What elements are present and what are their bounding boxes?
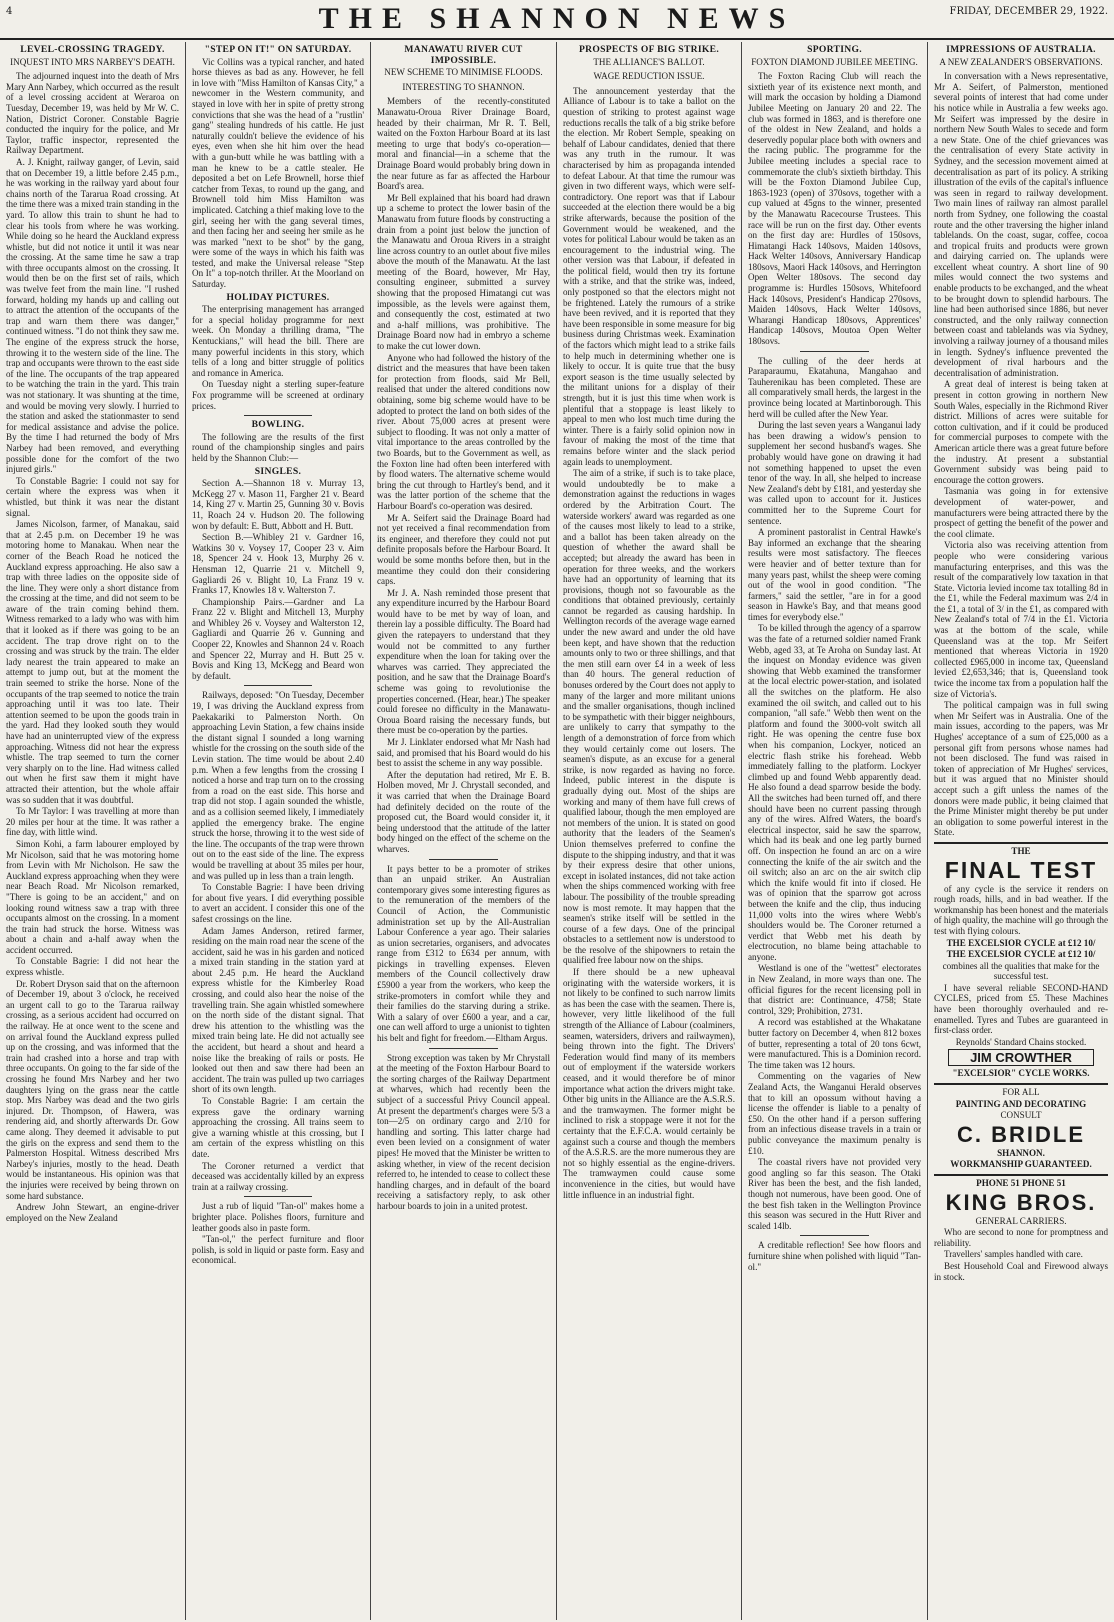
issue-date: FRIDAY, DECEMBER 29, 1922. — [949, 6, 1108, 17]
paragraph: Section B.—Whibley 21 v. Gardner 16, Watkins 30 v. Voysey 17, Cooper 23 v. Aim 18, Spencer 24 v. Hook 13, Murphy 26 v. Hensman 12, Quarrie 21 v. Mitchell 9, Gagliardi 26 v. Blight 10, La Franz 19 v. Franks 17, Knowles 18 v. Walterston 7. — [192, 532, 364, 596]
paragraph: The Coroner returned a verdict that deceased was accidentally killed by an express train at a railway crossing. — [192, 1160, 364, 1192]
paragraph: Mr J. Linklater endorsed what Mr Nash had said, and promised that his Board would do his best to assist the scheme in any way possible. — [377, 737, 550, 769]
article-heading: LEVEL-CROSSING TRAGEDY. — [20, 44, 165, 55]
article-subheading: THE ALLIANCE'S BALLOT. — [593, 56, 705, 67]
column-manawatu-river — [371, 42, 556, 1620]
divider — [800, 351, 869, 352]
divider — [429, 1048, 498, 1049]
paragraph: Anyone who had followed the history of the district and the measures that have been taken for protection from floods, said Mr Bell, realised that under the altered conditions now obtaining, some big scheme would have to be adopted to protect the land on both sides of the river. About 75,000 acres at present were subject to flooding. It was not only a matter of vital importance to the areas controlled by the two Boards, but to the Government as well, as the Foxton line had often been interfered with by flood waters. The alternative scheme would bring the cut through to Hartley's bend, and it was the latter portion of the scheme that the Harbour Board's co-operation was desired. — [377, 352, 550, 511]
paragraph: "Tan-ol," the perfect furniture and floor polish, is sold in liquid or paste form. Easy and economical. — [192, 1234, 364, 1266]
paragraph: The culling of the deer herds at Paraparaumu, Ekatahuna, Mangahao and Tauherenikau has been completed. These are all comparatively small herds, the largest in the province being located at Martinborough. This herd will be culled after the New Year. — [748, 355, 921, 419]
paragraph: To Constable Bagrie: I am certain the express gave the ordinary warning approaching the crossing. All trains seem to give a warning whistle at this crossing, but I am certain of the express whistling on this date. — [192, 1096, 364, 1159]
column-big-strike — [557, 42, 741, 1620]
paragraph: Mr Bell explained that his board had drawn up a scheme to protect the lower basin of the Manawatu from future floods by constructing a drain from a point just below the junction of the Manawatu and Oroua Rivers in a straight line across country to an outlet about five miles above the mouth of the Manawatu. At the last meeting of the Board, however, Mr Hay, consulting engineer, submitted a survey showing that the proposed Himatangi cut was impossible, as the levels were against them, and consequently the cost, estimated at two and a-half millions, was prohibitive. The Drainage Board now had in embryo a scheme to make the cut lower down. — [377, 192, 550, 352]
article-subheading: INQUEST INTO MRS NARBEY'S DEATH. — [10, 56, 175, 67]
paragraph: To Constable Bagrie: I could not say for certain where the express was when it whistled, but think it was near the distant signal. — [6, 475, 179, 518]
paragraph: If there should be a new upheaval originating with the waterside workers, it is not likely to be confined to such narrow limits as has been the case with the seamen. There is, however, very little likelihood of the full strength of the Alliance of Labour (coalminers, seamen, watersiders, drivers and railwaymen), being thrown into the fight. The Drivers' Federation would find many of its members out of employment if the waterside workers ceased, and it would therefore be of minor importance what action the drivers might take. Other big units in the Alliance are the A.S.R.S. and the tramwaymen. The former might be inclined to risk a stoppage were it not for the certainty that the E.F.C.A. would certainly be against such a course and though the members of the A.S.R.S. are the more numerous they are not so highly essential as the engine-drivers. The tramwaymen could cause some inconvenience in the cities, but would have little influence in an industrial fight. — [563, 967, 735, 1200]
page-number: 4 — [6, 6, 13, 17]
paragraph: The announcement yesterday that the Alliance of Labour is to take a ballot on the question of striking to protest against wage reductions recalls the talk of a big strike before the election. Mr Robert Semple, speaking on behalf of Labour candidates, denied that there was any truth in the rumour. It was characterised by him as propaganda intended to defeat Labour. At that time the rumour was given in two different ways, which were self-contradictory. One report was that if Labour succeeded at the election there would be a big strike afterwards, because the position of the Government would be weakened, and the votes for political Labour would be taken as an encouragement to the industrial wing. The other version was that Labour, if defeated in the political field, would then try its fortune with a strike, and that the strike was, indeed, only postponed so that the electors might not be frightened. Lately the rumours of a strike have been revived, and it is reported that they have been responsible in some measure for big business during Christmas week. Examination of the factors which might lead to a strike fails to help much in determining whether one is likely to occur. It is quite true that the busy export season is the time usually selected by the militant unions for a display of their strength, but it is just this time when work is plentiful that a stoppage is least likely to appeal to men who lost much time during the winter. There is a fairly solid opinion now in favour of making the most of the time that remains before winter and the slack period again leads to unemployment. — [563, 85, 735, 467]
divider — [244, 415, 313, 416]
article-subheading: INTERESTING TO SHANNON. — [402, 81, 525, 92]
article-subheading: WAGE REDUCTION ISSUE. — [593, 71, 705, 82]
paragraph: The enterprising management has arranged for a special holiday programme for next week. On Monday a thrilling drama, "The Kentuckians," will head the bill. There are many powerful incidents in this story, which tells of a long and bitter struggle of politics and romance in America. — [192, 304, 364, 378]
paragraph: To Mr Taylor: I was travelling at more than 20 miles per hour at the time. It was rather a fine day, with little wind. — [6, 806, 179, 838]
article-heading: "STEP ON IT!" ON SATURDAY. — [204, 44, 352, 55]
paragraph: To Constable Bagrie: I have been driving for about five years. I did everything possible to avert an accident. I consider this one of the safest crossings on the line. — [192, 882, 364, 924]
advert-text: Reynolds' Standard Chains stocked. — [955, 1036, 1087, 1047]
paragraph: Westland is one of the "wettest" electorates in New Zealand, in more ways than one. The official figures for the recent licensing poll in that district are: Continuance, 4758; State control, 329; Prohibition, 2731. — [748, 963, 921, 1016]
paragraph: To Constable Bagrie: I did not hear the express whistle. — [6, 956, 179, 978]
article-heading: SINGLES. — [254, 465, 302, 477]
paragraph: The aim of a strike, if such is to take place, would undoubtedly be to make a demonstration against the reductions in wages ordered by the Arbitration Court. The waterside workers' award was regarded as one of the causes most likely to lead to a strike, and a ballot has been taken already on the question of whether the award shall be accepted; but already the award has been in operation for three weeks, and the workers have had an opportunity of learning that its provisions, though not so favourable as the conditions that obtained previously, certainly cannot be regarded as causing hardship. In Wellington records of the average wage earned under the new award and under the old have been kept, and have shown that the reduction amounts only to two or three shillings, and that the men still earn over £4 in a week of less than 40 hours. The general reduction of bonuses ordered by the Court does not apply to many of the larger and more militant unions and the smaller organisations, though inclined to be sympathetic with their bigger neighbours, are unlikely to carry that sympathy to the length of a demonstration of force from which they would certainly come out losers. The seamen's dispute, as an excuse for a general strike, is now regarded as having no force. Indeed, public interest in the dispute is gradually dying out. Most of the ships are working and many of them have full crews of qualified labour, though the men employed are not members of the union. It is stated on good authority that the leaders of the Seamen's Union themselves preferred to confine the dispute to the shipping industry, and that it was by their express desire that other unions, except in isolated instances, did not take action when the ships commenced working with free labour. The possibility of the trouble spreading now is most remote. It may happen that the seamen's strike itself will be settled in the course of a few days. One of the principal obstacles to a settlement now is understood to be the resolve of the shipowners to retain the qualified free labour now on the ships. — [563, 468, 735, 966]
paragraph: It pays better to be a promoter of strikes than an unpaid striker. An Australian contemporary gives some interesting figures as to the remuneration of the members of the Council of Action, the Communistic administration set up by the All-Australian Labour Conference a year ago. Their salaries as union secretaries, organisers, and advocates range from £312 to £634 per annum, with pickings in travelling expenses. Eleven members of the Council collectively draw £5900 a year from the workers, who keep the strike-promoters in comfort while they and their families do the starving during a strike. With a salary of over £600 a year, and a car, one can well afford to urge a unionist to tighten his belt and fight for freedom.—Eltham Argus. — [377, 863, 550, 1044]
paragraph: Members of the recently-constituted Manawatu-Oroua River Drainage Board, headed by their chairman, Mr R. T. Bell, waited on the Foxton Harbour Board at its last meeting to urge that body's co-operation—moral and financial—in a scheme that the Drainage Board would probably bring down in the near future as far as affected the Harbour Board's area. — [377, 96, 550, 192]
paragraph: The Foxton Racing Club will reach the sixtieth year of its existence next month, and will mark the occasion by holding a Diamond Jubilee Meeting on January 20 and 22. The club was formed in 1863, and is therefore one of the oldest in New Zealand, and holds a deservedly popular place both with owners and the racing public. The programme for the Jubilee meeting includes a special race to commemorate the club's sixtieth birthday. This will be the Foxton Diamond Jubilee Cup, 1863-1923 (open) of 370sovs, together with a cup valued at 45gns to the winner, presented by the Manawatu Racecourse Trustees. This race will be run on the first day. Other events on the first day are: Hurdles of 150sovs, Himatangi Hack 140sovs, Maiden 140sovs, Hack Welter 140sovs, Anniversary Handicap 180sovs, Maori Hack 140sovs, and Herrington Open Welter 180sovs. The second day programme is: Hurdles 150sovs, Whitefoord Hack 140sovs, President's Handicap 270sovs, Maiden 140sovs, Hack Welter 140sovs, Wharangi Handicap 180sovs, Apprentices' Handicap 140sovs, Moutoa Open Welter 180sovs. — [748, 71, 921, 347]
article-heading: SPORTING. — [807, 44, 862, 55]
advert-excelsior-cycles — [934, 842, 1108, 1079]
paragraph: The coastal rivers have not provided very good angling so far this season. The Otaki River has been the best, and the fish landed, though not numerous, have been good. One of the best fish taken in the Wellington Province this season was secured in the Hutt River and scaled 14lb. — [748, 1157, 921, 1231]
article-heading: HOLIDAY PICTURES. — [226, 291, 330, 303]
paragraph: A prominent pastoralist in Central Hawke's Bay informed an exchange that the shearing results were most satisfactory. The fleeces were heavier and of better texture than for many years past, whilst the sheep were coming out of the wool in good condition. "The farmers," said the settler, "are in for a good season in Hawke's Bay, and that means good times for everybody else." — [748, 527, 921, 622]
paragraph: Mr A. Seifert said the Drainage Board had not yet received a final recommendation from its engineer, and therefore they could not put definite proposals before the Harbour Board. It would be some months before then, but in the meantime they could don their considering caps. — [377, 512, 550, 587]
masthead — [0, 0, 1114, 40]
paragraph: The following are the results of the first round of the championship singles and pairs held by the Shannon Club:— — [192, 431, 364, 463]
paragraph: A. J. Knight, railway ganger, of Levin, said that on December 19, a little before 2.45 p.m., he was working in the railway yard about four chains north of the Tararua Road crossing. At the time there was a mixed train standing in the yard. To allow this train to shunt he had to clear his tools from where he was working. While doing so he heard the Auckland express whistle, but did not notice it until it was near the crossing. At the same time he saw a trap with three occupants almost on the crossing. It would then be on the first set of rails, which was twelve feet from the main line. "I rushed forward, holding my hands up and calling out to attract the attention of the occupants of the trap and warn them there was danger," continued witness. "I do not think they saw me. The engine of the express struck the horse, throwing it to the western side of the line. The trap and occupants were thrown to the east side of the line. The occupants of the trap appeared to be watching the train in the yard. This train was not stationary. It was shunting at the time, and would be moving very slowly. I hurried to the station and asked the stationmaster to send for medical assistance and advise the police. By the time I had returned the body of Mrs Narbey had been removed, and everything possible done for the comfort of the two injured girls." — [6, 156, 179, 475]
paragraph: Championship Pairs.—Gardner and La Franz 22 v. Blight and Mitchell 13, Murphy and Whibley 26 v. Voysey and Walterston 12, Gagliardi and Quarrie 26 v. Gunning and Cooper 22, Knowles and Shannon 24 v. Roach and Spencer 22, Murray and H. Butt 25 v. Bovis and King 13, McKegg and Beard won by default. — [192, 596, 364, 681]
paragraph: Mr J. A. Nash reminded those present that any expenditure incurred by the Harbour Board would have to be met by way of loan, and therein lay a possible difficulty. The Board had given the ratepayers to understand that they would not be committed to any further expenditure when the loan for taking over the wharves was carried. They appreciated the position, and he saw that the Drainage Board's scheme was going to revolutionise the properties concerned. (Hear, hear.) The speaker could foresee no difficulty in the Manawatu-Oroua Board raising the necessary funds, but there must be co-operation by the parties. — [377, 587, 550, 736]
article-heading: IMPRESSIONS OF AUSTRALIA. — [946, 44, 1096, 55]
divider — [244, 1196, 313, 1197]
advert-text: CONSULT — [1000, 1110, 1042, 1121]
column-level-crossing — [0, 42, 185, 1620]
advert-bridle — [934, 1083, 1108, 1170]
advert-phones: PHONE 51 PHONE 51 — [976, 1178, 1066, 1188]
paragraph: The political campaign was in full swing when Mr Seifert was in Australia. One of the main issues, according to the papers, was Mr Hughes' acceptance of a sum of £25,000 as a personal gift from persons whose names had not been disclosed. The fund was raised in token of appreciation of Mr Hughes' services, but it was argued that no Minister should accept such a gift unless the names of the donors were made public, it being claimed that the Prime Minister might thereby be put under an obligation to some powerful interest in the State. — [934, 700, 1108, 838]
paragraph: In conversation with a News representative, Mr A. Seifert, of Palmerston, mentioned several points of interest that had come under his notice while in Australia a few weeks ago. Mr Seifert was impressed by the desire in northern New South Wales to secede and form a new State. One of the chief grievances was the centralisation of every State activity in Sydney, and the secession movement aimed at decentralisation as part of its policy. A striking illustration of the evils of the capital's influence was seen in regard to railway development. Two main lines of railway ran almost parallel north from Sydney, one following the coastal route and the other traversing the higher inland tablelands. On the coast, sugar, coffee, cocoa and tropical fruits and products were grown and dairying carried on. The uplands were excellent wheat country. A short line of 90 miles would connect the two systems and enable products to be exchanged, and the wheat to be brought down to splendid harbours. The line had been authorised since 1886, but never constructed, and the only railway connection between coast and tablelands was via Sydney, involving a railway journey of a thousand miles in length. Sydney's influence prevented the development of rival harbours and the decentralisation of administration. — [934, 71, 1109, 378]
advert-the: THE — [1011, 845, 1031, 856]
divider — [244, 685, 313, 686]
advert-text: I have several reliable SECOND-HAND CYCLES, priced from £5. These Machines have been thoroughly overhauled and re-enamelled. Tyres and Tubes are guaranteed in first-class order. — [934, 982, 1108, 1036]
advert-tagline: WORKMANSHIP GUARANTEED. — [950, 1159, 1092, 1170]
article-subheading: NEW SCHEME TO MINIMISE FLOODS. — [384, 67, 543, 78]
article-heading: BOWLING. — [251, 419, 305, 431]
advert-text: Travellers' samples handled with care. — [944, 1249, 1083, 1260]
paragraph: James Nicolson, farmer, of Manakau, said that at 2.45 p.m. on December 19 he was motoring home to Manakau. When near the corner of the Beach Road he noticed the Auckland express approaching. He also saw a trap with three ladies on the opposite side of the line. They were only a short distance from the crossing at the time, and did not seem to be aware of the train coming behind them. Witness remarked to a lady who was with him that it looked as if there was going to be an accident. The trap drove right on to the crossing and was struck by the train. The elder lady nearest the train appeared to make an attempt to jump out, but at the moment the train seemed to strike the horse. None of the occupants of the trap seemed to notice the train approaching until it was too late. Their attention seemed to be upon the goods train in the yard. Had they looked south they would have had an uninterrupted view of the express approaching. Witness did not hear the express whistle. The trap seemed to turn the corner very sharply on to the line. Had witness called out when he first saw them it might have attracted their attention, but the whole affair was so sudden that it was doubtful. — [6, 519, 179, 805]
advert-tagline: "EXCELSIOR" CYCLE WORKS. — [952, 1068, 1090, 1079]
paragraph: During the last seven years a Wanganui lady has been drawing a widow's pension to supplement her second husband's wages. She probably would have gone on drawing it had not something happened to upset the even tenor of the way. In all, she helped to increase New Zealand's debt by £181, and yesterday she was called upon to account for it. Justices committed her to the Supreme Court for sentence. — [748, 420, 921, 526]
divider — [429, 859, 498, 860]
paragraph: Railways, deposed: "On Tuesday, December 19, I was driving the Auckland express from Paekakariki to Palmerston North. On approaching Levin Station, a few chains inside the distant signal I sounded a long warning whistle for the crossing on the south side of the Levin station. The time would be about 2.40 p.m. When a few lengths from the crossing I noticed a horse and trap turn on to the crossing from a road on the east side. This horse and trap did not stop. I again sounded the whistle, and as a collision seemed likely, I immediately applied the emergency brake. The engine struck the horse, throwing it to the west side of the line. The occupants of the trap were thrown out on to the east side of the line. The express would be travelling at about 35 miles per hour, and was pulled up in less than a train length. — [192, 690, 364, 881]
paragraph: Just a rub of liquid "Tan-ol" makes home a brighter place. Polishes floors, furniture and leather goods also in paste form. — [192, 1201, 364, 1233]
paragraph: Andrew John Stewart, an engine-driver employed on the New Zealand — [6, 1202, 179, 1223]
advert-name: C. BRIDLE — [957, 1121, 1085, 1147]
paragraph: Adam James Anderson, retired farmer, residing on the main road near the scene of the accident, said he was in his garden and noticed a mixed train standing in the station yard at about 2.45 p.m. He heard the Auckland express whistle for the Kimberley Road crossing, and could also hear the noise of the travelling train. She again whistled somewhere on the north side of the distant signal. That drew his attention to the whistling was the mixed train being late. He did not actually see the accident, but heard a shout and heard a noise like the breaking of rails or posts. He looked out then and saw there had been an accident. The train was pulled up two carriages short of its own length. — [192, 925, 364, 1095]
paragraph: A record was established at the Whakatane butter factory on December 4, when 812 boxes of butter, representing a total of 20 tons 6cwt, were manufactured. This is a Dominion record. The time taken was 12 hours. — [748, 1017, 921, 1070]
advert-king-bros — [934, 1174, 1108, 1282]
advert-name: KING BROS. — [945, 1189, 1097, 1215]
advert-title: FINAL TEST — [944, 856, 1098, 883]
advert-text: combines all the qualities that make for the successful test. — [942, 960, 1100, 982]
advert-text: PAINTING AND DECORATING — [955, 1098, 1087, 1109]
advert-price: THE EXCELSIOR CYCLE at £12 10/ — [946, 937, 1096, 948]
advert-text: Who are second to none for promptness and reliability. — [934, 1227, 1108, 1248]
divider — [800, 1235, 869, 1236]
paragraph: A great deal of interest is being taken at present in cotton growing in northern New South Wales, especially in the Richmond River district. Millions of acres were suitable for cotton cultivation, and if it could be produced for commercial purposes to compete with the American article there was a great future before the industry. At present a substantial Government subsidy was being paid to encourage the cotton growers. — [934, 379, 1108, 485]
paragraph: The adjourned inquest into the death of Mrs Mary Ann Narbey, which occurred as the result of a level crossing accident at Weraroa on Tuesday, December 19, was held by Mr W. C. Nation, District Coroner. Constable Bagrie conducted the inquiry for the police, and Mr Taylor, traffic inspector, represented the Railway Department. — [6, 71, 179, 156]
advert-text: Best Household Coal and Firewood always in stock. — [934, 1260, 1108, 1282]
article-subheading: A NEW ZEALANDER'S OBSERVATIONS. — [939, 56, 1103, 67]
advert-price: THE EXCELSIOR CYCLE at £12 10/ — [946, 949, 1096, 960]
paragraph: Simon Kohi, a farm labourer employed by Mr Nicolson, said that he was motoring home from Levin with Mr Nicholson. He saw the Auckland express approaching when they were near Beach Road. Mr Nicolson remarked, "There is going to be an accident," and on looking round witness saw a trap with three occupants almost on the crossing. In a moment the train had struck the horse. Witness was about a chain and a-half away when the accident occurred. — [6, 838, 179, 955]
paragraph: After the deputation had retired, Mr E. B. Holben moved, Mr J. Chrystall seconded, and it was carried that when the Drainage Board had definitely decided on the route of the proposed cut, the Board would consider it, it being understood that the attitude of the latter body hinged on the effect of the scheme on the wharves. — [377, 769, 550, 854]
paragraph: To be killed through the agency of a sparrow was the fate of a returned soldier named Frank Webb, aged 33, at Te Aroha on Sunday last. At the inquest on Monday evidence was given showing that Webb examined the transformer at the local electric power-station, and isolated all the switches on the platform. He also examined the oil switch, and called out to his companion, "all safe." Webb then went on the platform and found the 3000-volt switch all right. He was opening the centre fuse box when his companion, Lockyer, noticed an electric flash strike his forehead. Webb immediately falling to the platform. Lockyer climbed up and found Webb apparently dead. He also found a dead sparrow beside the body. All the switches had been turned off, and there should have been no current passing through any of the wires. Alfred Waters, the board's electrical inspector, said he saw the sparrow, which had its beak and one leg partly burned off. On inspection he found an arc on a wire connecting the knife of the air switch and the oil switch; also an arc on the air switch clip which the knife would fit into if closed. He was of opinion that the sparrow got across between the knife and the clip, thus inducing 11,000 volts into the wires where Webb's shoulders would be. The Coroner returned a verdict that Webb met his death by electrocution, no blame being attachable to anyone. — [748, 623, 921, 962]
column-sporting — [742, 42, 927, 1620]
column-australia — [928, 42, 1114, 1620]
advert-text: FOR ALL — [1002, 1087, 1040, 1098]
newspaper-title: THE SHANNON NEWS — [318, 2, 796, 35]
paragraph: Dr. Robert Dryson said that on the afternoon of December 19, about 3 o'clock, he received an urgent call to go to the Tararua railway crossing, as a serious accident had occurred on the railway. He at once went to the scene and on arrival found the Auckland express pulled up on the crossing, and was informed that the train had crashed into a horse and trap with three occupants. On going to the far side of the crossing he found Mrs Narbey and her two daughters lying on the grass near the cattle stop. Mrs Narbey was dead and the two girls injured. Dr. Thompson, of Hawera, was rendering aid, and shortly afterwards Dr. Gow came along. They deemed it advisable to put the girls on the express and send them to the Palmerston Hospital. Witness described Mrs Narbey's injuries, mostly to the head. Death would be instantaneous. His opinion was that the injuries were received by being thrown on some hard substance. — [6, 978, 179, 1201]
advert-text: of any cycle is the service it renders on rough roads, hills, and in bad weather. If the workmanship has been honest and the materials of high quality, the machine will go through the test with flying colours. — [934, 883, 1108, 936]
article-heading: PROSPECTS OF BIG STRIKE. — [578, 44, 720, 55]
paragraph: Commenting on the vagaries of New Zealand Acts, the Wanganui Herald observes that to kill an opossum without having a license the offender is liable to a penalty of £50. On the other hand if a person suffering from an infectious disease travels in a train or public conveyance the maximum penalty is £10. — [748, 1071, 921, 1156]
advert-text: GENERAL CARRIERS. — [975, 1215, 1067, 1226]
paragraph: A creditable reflection! See how floors and furniture shine when polished with liquid "Tan-ol." — [748, 1240, 921, 1272]
paragraph: On Tuesday night a sterling super-feature Fox programme will be screened at ordinary prices. — [192, 379, 364, 411]
advert-place: SHANNON. — [997, 1147, 1045, 1158]
paragraph: Section A.—Shannon 18 v. Murray 13, McKegg 27 v. Mason 11, Fargher 21 v. Beard 14, King 27 v. Martin 25, Gunning 30 v. Bovis 11, Roach 24 v. Hudson 20. The following won by default: E. Butt, Abbott and H. Butt. — [192, 478, 364, 531]
column-step-on-it — [186, 42, 370, 1620]
advert-name: JIM CROWTHER — [948, 1049, 1094, 1066]
paragraph: Strong exception was taken by Mr Chrystall at the meeting of the Foxton Harbour Board to the sorting charges of the Railway Department at wharves, which had recently been the subject of a successful Privy Council appeal. At present the department's charges were 5/3 a ton—2/5 on ordinary cargo and 2/10 for handling and sorting. This latter charge had even been levied on a consignment of water pipes! He moved that the Minister be written to asking whether, in view of the recent decision referred to, he intended to cease to collect these handling charges, and in default of the board receiving a satisfactory reply, to ask other harbour boards to join in a united protest. — [377, 1052, 550, 1211]
article-subheading: FOXTON DIAMOND JUBILEE MEETING. — [751, 56, 918, 67]
paragraph: Tasmania was going in for extensive development of water-power, and manufacturers were being attracted there by the prospect of getting the benefit of the power and the cool climate. — [934, 486, 1108, 539]
article-heading: MANAWATU RIVER CUT IMPOSSIBLE. — [404, 44, 523, 66]
paragraph: Victoria also was receiving attention from people who were considering various manufacturing enterprises, and this was the result of the comparatively low taxation in that State. Victoria levied income tax totalling 8d in the £1, while the Federal maximum was 2/4 in the £1, a total of 3/ in the £1, as compared with New Zealand's total of 7/4 in the £1. Victoria was at the bottom of the scale, while Queensland was at the top. Mr Seifert mentioned that whereas Victoria in 1920 collected £965,000 in income tax, Queensland levied £2,653,346; that is, Queensland took twice the income tax from a population half the size of Victoria's. — [934, 540, 1108, 699]
paragraph: Vic Collins was a typical rancher, and hated horse thieves as bad as any. However, he fell in love with "Miss Hamilton of Kansas City," a newcomer in the Western community, and stayed in love with her in spite of pretty strong convictions that she was the head of a "rustlin' gang" stealing hundreds of his cattle. He just naturally couldn't believe the evidence of his eyes, even when she hit him over the head with a gun-butt while he was battling with a man he knew to be a cattle stealer. He deposited a bet on Lefe Brownell, horse thief catcher from Texas, to round up the gang, and Brownell told him Miss Hamilton was implicated. Catching a thief making love to the girl, seeing her with the gang several times, and then facing her and seeing her smile as he was marked "next to be shot" by the gang, were some of the ways in which his faith was tested, and make the Universal release "Step On It" a top-notch thriller. At the Moorland on Saturday. — [192, 56, 364, 290]
